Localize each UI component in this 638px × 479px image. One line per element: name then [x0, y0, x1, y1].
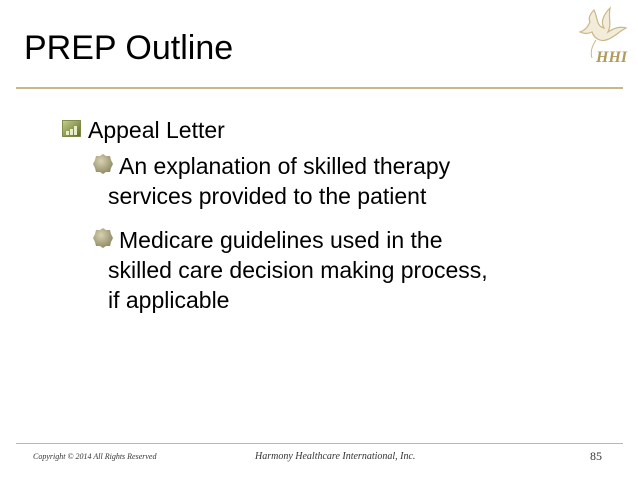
title-divider — [16, 87, 623, 89]
logo-text: HHI — [596, 49, 628, 66]
footer-divider — [16, 443, 623, 444]
sub-bullet-skilled-therapy — [108, 151, 588, 211]
hhi-logo — [574, 4, 632, 70]
page-number: 85 — [590, 449, 602, 463]
sub-bullet-medicare-guidelines — [108, 225, 588, 315]
square-bullet-icon — [62, 120, 82, 137]
sub-bullet-line: if applicable — [108, 287, 230, 313]
bullet-appeal-letter: Appeal Letter — [88, 117, 225, 143]
sub-bullet-line: services provided to the patient — [108, 183, 427, 209]
footer-company: Harmony Healthcare International, Inc. — [255, 451, 416, 462]
sub-bullet-line: skilled care decision making process, — [108, 257, 488, 283]
sub-bullet-line: Medicare guidelines used in the — [119, 227, 443, 253]
footer-copyright: Copyright © 2014 All Rights Reserved — [33, 452, 157, 461]
slide-title: PREP Outline — [24, 29, 234, 67]
sub-bullet-line: An explanation of skilled therapy — [119, 153, 451, 179]
